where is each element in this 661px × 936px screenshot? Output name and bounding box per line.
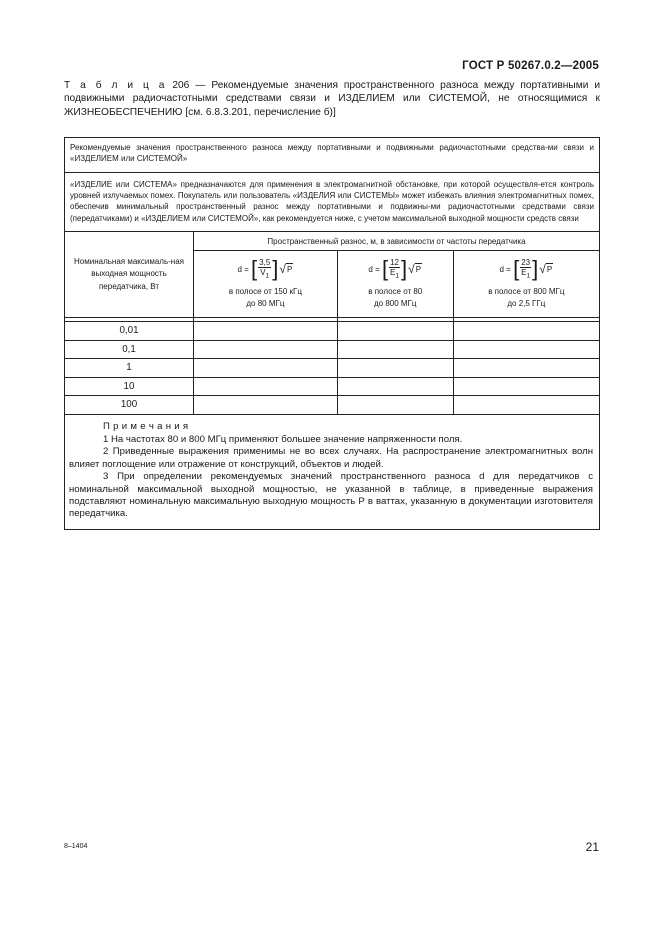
- formula-p: P: [546, 265, 553, 274]
- formula-cell-2: [337, 251, 453, 318]
- formula-p: P: [287, 265, 293, 274]
- table-description: «ИЗДЕЛИЕ или СИСТЕМА» предназначаются для применения в электромагнитной обстановке, при которой осуществля-ется контроль уровней излучаемых помех. Покупатель или пользователь «ИЗДЕЛИЯ или СИСТЕМЫ» может избежать влияния электромагнитных помех, обеспечив минимальный пространственный разнос между портативными и подвижны-ми радиочастотными средствами связи (передатчиками) и «ИЗДЕЛИЕМ или СИСТЕМОЙ», как рекомендуется ниже, с учетом максимальной выходной мощности средств связи: [65, 173, 600, 232]
- formula-2: d = [ $\frac{12}{E_1}$ ] √ P: [368, 256, 422, 281]
- power-header: Номинальная максималь-ная выходная мощность передатчика, Вт: [65, 232, 194, 318]
- note-1: 1 На частотах 80 и 800 МГц применяют большее значение напряженности поля.: [103, 433, 463, 445]
- print-code: 8–1404: [64, 843, 88, 850]
- band-line1: в полосе от 150 кГц: [228, 287, 302, 296]
- power-value: 100: [65, 396, 194, 415]
- formula-d: d =: [237, 264, 249, 274]
- sqrt-icon: √: [539, 261, 546, 276]
- band-line2: до 2,5 ГГц: [507, 299, 546, 308]
- table-intro: Рекомендуемые значения пространственного разноса между портативными и подвижными радиочастотными средства-ми связи и «ИЗДЕЛИЕМ или СИСТЕМОЙ»: [65, 138, 600, 173]
- power-value: 0,01: [65, 322, 194, 341]
- band-line2: до 800 МГц: [374, 299, 417, 308]
- note-2: 2 Приведенные выражения применимы не во всех случаях. На распространение электромагнитных волн влияет поглощение или отражение от конструкций, объектов и людей.: [69, 446, 593, 470]
- formula-subscript: 1: [395, 272, 400, 280]
- band-line1: в полосе от 800 МГц: [488, 287, 565, 296]
- table-row: [65, 340, 600, 359]
- page-number: 21: [585, 840, 599, 854]
- band-line1: в полосе от 80: [368, 287, 423, 296]
- band-line2: до 80 МГц: [246, 299, 285, 308]
- formula-cell-1: [194, 251, 338, 318]
- formula-numerator: 23: [521, 257, 531, 267]
- formula-denominator: E: [521, 267, 527, 277]
- note-3: 3 При определении рекомендуемых значений пространственного разноса d для передатчиков с номинальной максимальной выходной мощностью, не указанной в таблице, в приведенные выражения подставляют номинальную максимальную выходную мощность Р в ваттах, указанную в документации изготовителя передатчика.: [69, 471, 593, 520]
- table-row: [65, 322, 600, 341]
- separation-table: [64, 137, 600, 530]
- formula-p: P: [415, 265, 422, 274]
- formula-denominator: E: [390, 267, 396, 277]
- formula-numerator: 3,5: [259, 257, 271, 267]
- sqrt-icon: √: [279, 261, 286, 276]
- formula-denominator: V: [260, 267, 266, 277]
- table-row: [65, 359, 600, 378]
- distance-header: Пространственный разнос, м, в зависимости от частоты передатчика: [194, 232, 600, 251]
- formula-numerator: 12: [390, 257, 400, 267]
- table-row: [65, 396, 600, 415]
- formula-3: d = [ $\frac{23}{E_1}$ ] √ P: [499, 256, 553, 281]
- table-row: [65, 377, 600, 396]
- table-caption: [64, 79, 600, 119]
- table-word: Т а б л и ц а: [64, 80, 167, 91]
- caption-text: 206 — Рекомендуемые значения пространственного разноса между портативными и подвижными радиочастотными средствами связи и ИЗДЕЛИЕМ или СИСТЕМОЙ, не относящимися к ЖИЗНЕОБЕСПЕЧЕНИЮ [см. 6.8.3.201, перечисление б)]: [64, 80, 601, 118]
- formula-subscript: 1: [265, 272, 270, 280]
- power-value: 1: [65, 359, 194, 378]
- formula-subscript: 1: [526, 272, 531, 280]
- formula-d: d =: [368, 264, 380, 274]
- power-value: 0,1: [65, 340, 194, 359]
- notes-cell: [65, 414, 600, 529]
- notes-title: П р и м е ч а н и я: [103, 420, 189, 432]
- formula-d: d =: [499, 264, 511, 274]
- power-value: 10: [65, 377, 194, 396]
- formula-1: d = [ $\frac{3,5}{V_1}$ ] √ P: [237, 256, 293, 281]
- formula-cell-3: [453, 251, 599, 318]
- sqrt-icon: √: [408, 261, 415, 276]
- standard-number: ГОСТ Р 50267.0.2—2005: [462, 60, 599, 72]
